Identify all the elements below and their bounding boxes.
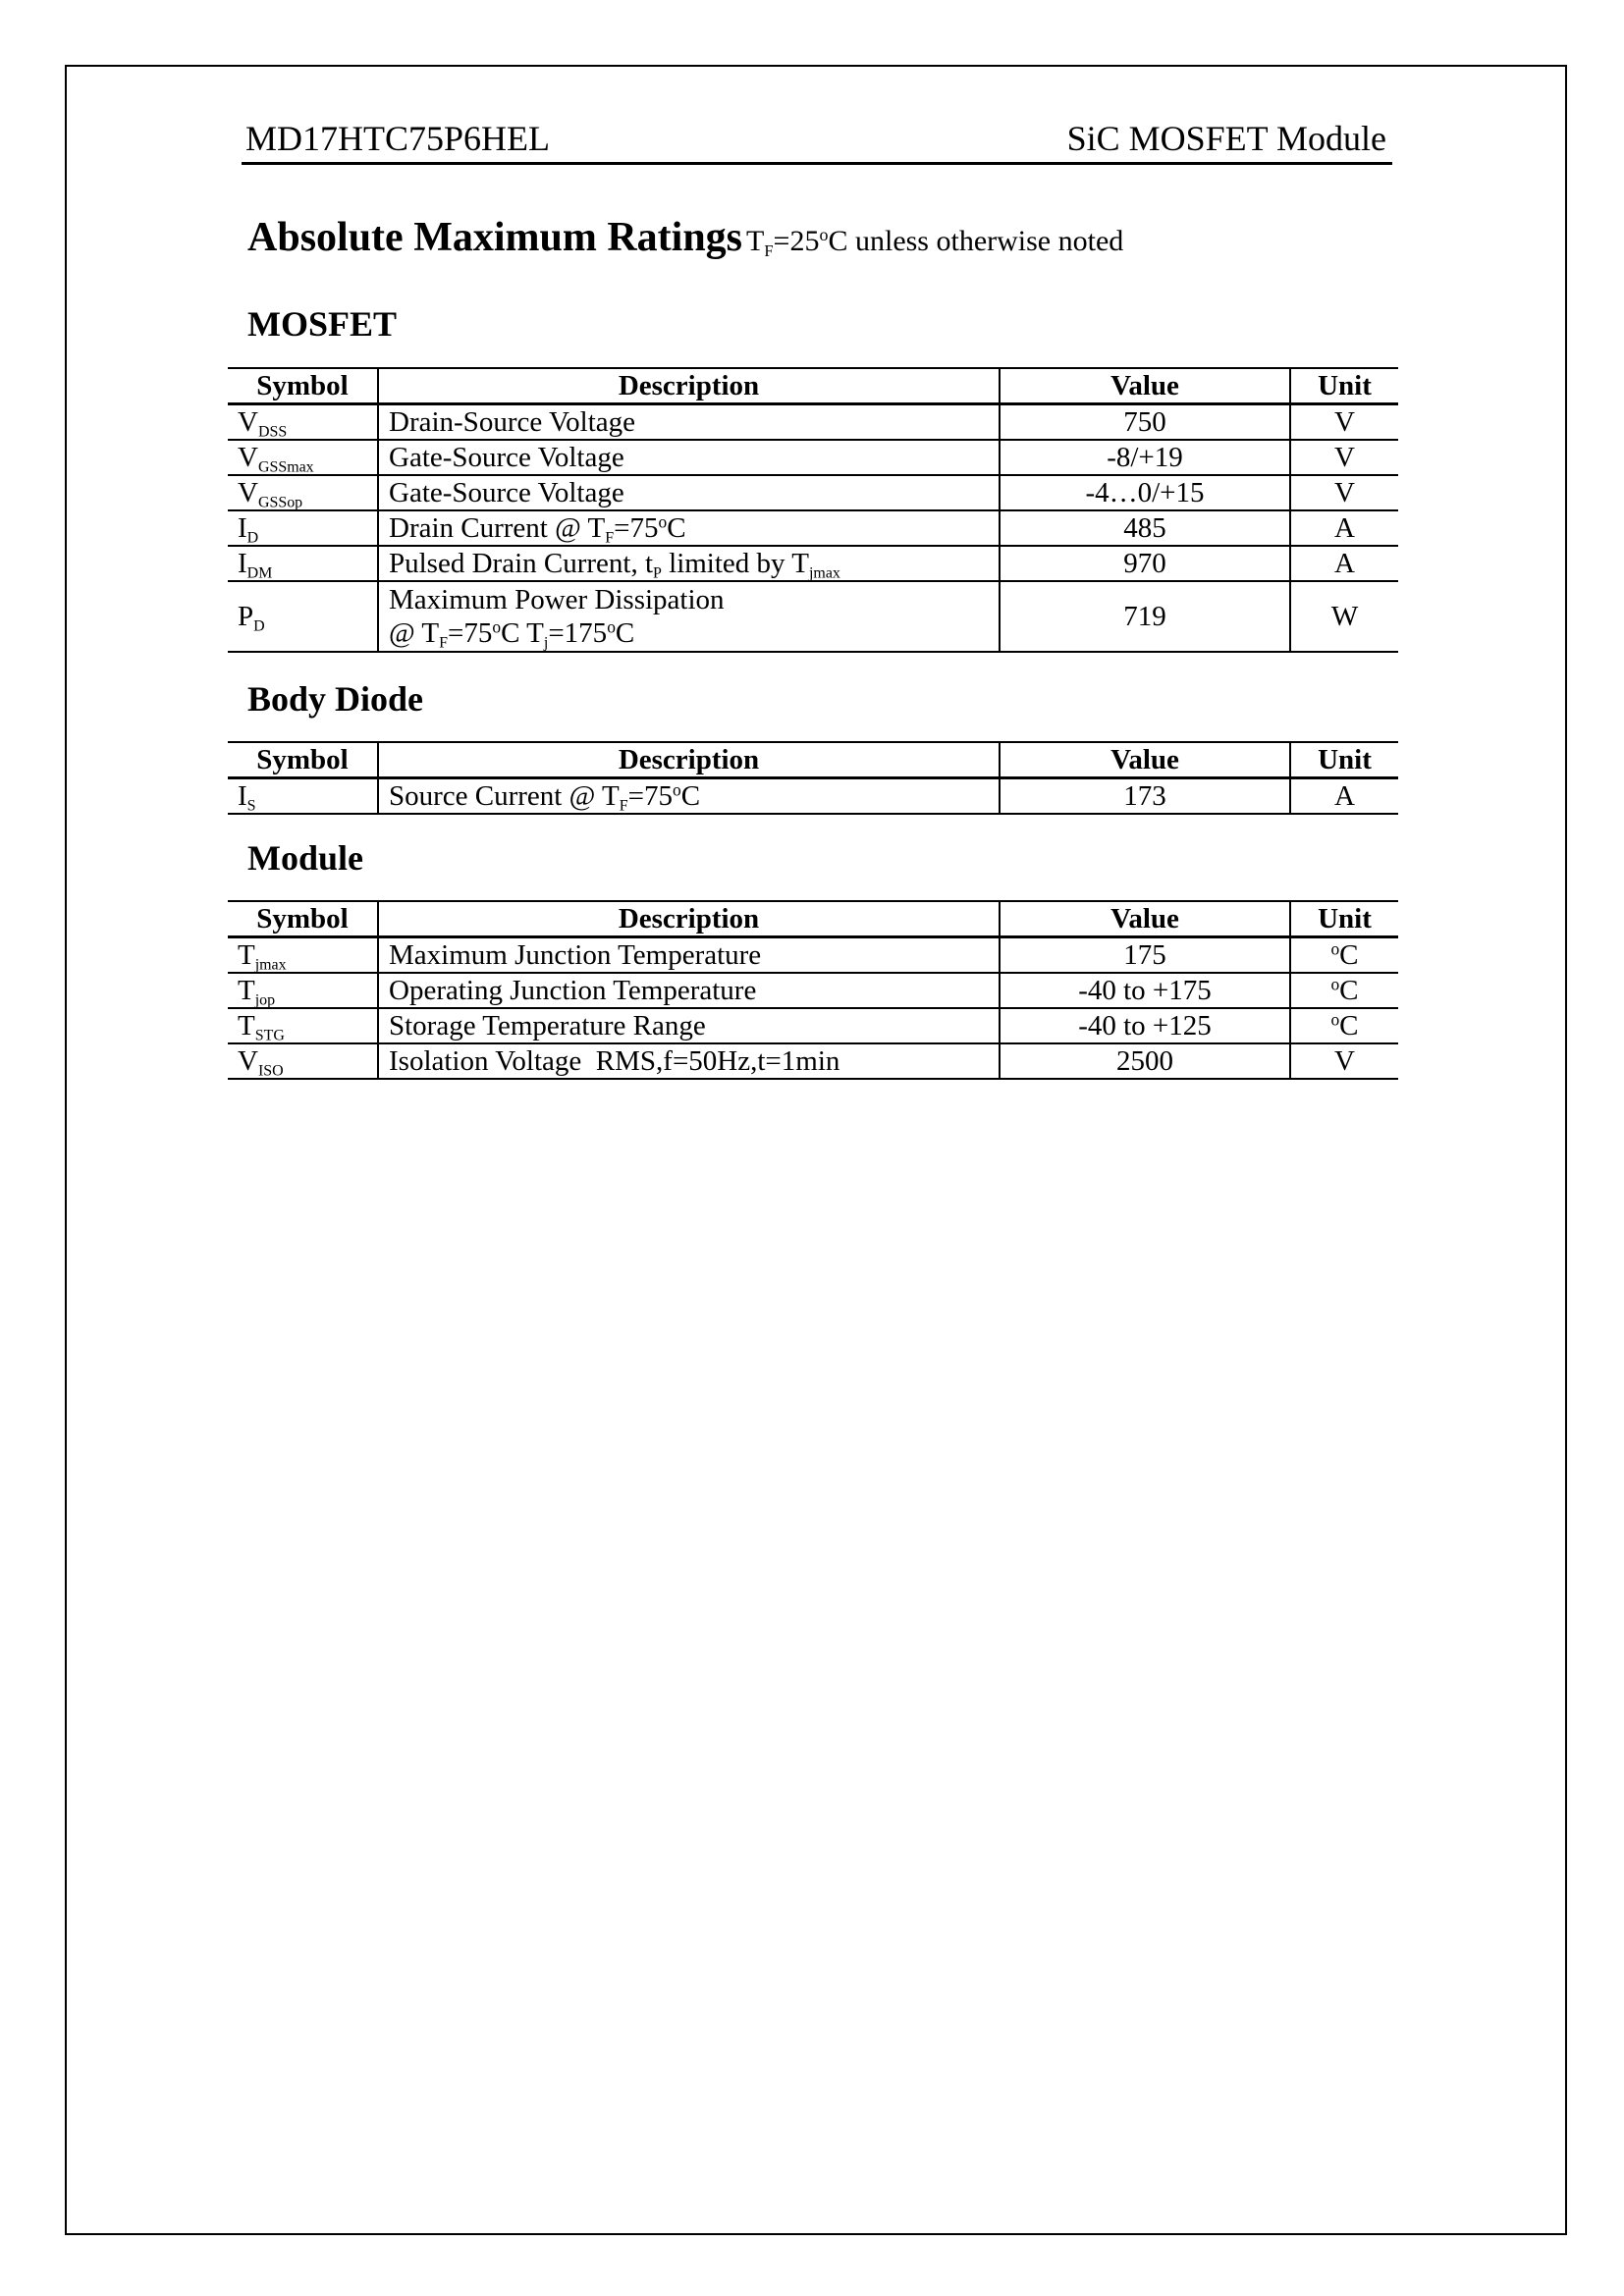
description-cell: Pulsed Drain Current, $t_P$ limited by $T_{jmax}$ — [378, 546, 1000, 581]
col-symbol: Symbol — [228, 901, 378, 937]
symbol-cell: $V_{GSSmax}$ — [228, 440, 378, 475]
page-title — [247, 214, 1123, 261]
value-cell: 173 — [1000, 778, 1290, 815]
symbol-cell: $V_{ISO}$ — [228, 1043, 378, 1079]
unit-cell: V — [1290, 440, 1398, 475]
col-unit: Unit — [1290, 368, 1398, 404]
col-unit: Unit — [1290, 901, 1398, 937]
symbol-cell: $V_{DSS}$ — [228, 404, 378, 441]
table-row — [228, 475, 1398, 510]
col-description: Description — [378, 742, 1000, 778]
table-row — [228, 1043, 1398, 1079]
table-row — [228, 778, 1398, 815]
unit-cell: A — [1290, 778, 1398, 815]
description-cell: Maximum Power Dissipation @ $T_F=75^oC$ $T_j=175^oC$ — [378, 581, 1000, 652]
title-main: Absolute Maximum Ratings — [247, 215, 743, 260]
section-title-module: Module — [247, 838, 364, 878]
table-row — [228, 510, 1398, 546]
table-row — [228, 546, 1398, 581]
title-condition: $T_F=25^oC$ unless otherwise noted — [746, 225, 1124, 260]
value-cell: 485 — [1000, 510, 1290, 546]
value-cell: 970 — [1000, 546, 1290, 581]
col-symbol: Symbol — [228, 368, 378, 404]
unit-cell: W — [1290, 581, 1398, 652]
col-description: Description — [378, 901, 1000, 937]
section-title-body-diode: Body Diode — [247, 679, 424, 719]
value-cell: 2500 — [1000, 1043, 1290, 1079]
table-row — [228, 973, 1398, 1008]
value-cell: 175 — [1000, 937, 1290, 974]
description-cell: Maximum Junction Temperature — [378, 937, 1000, 974]
description-cell: Gate-Source Voltage — [378, 440, 1000, 475]
value-cell: 719 — [1000, 581, 1290, 652]
description-cell: Storage Temperature Range — [378, 1008, 1000, 1043]
unit-cell: $^o$C — [1290, 937, 1398, 974]
symbol-cell: $T_{STG}$ — [228, 1008, 378, 1043]
page-header — [242, 114, 1392, 165]
symbol-cell: $P_D$ — [228, 581, 378, 652]
table-row — [228, 581, 1398, 652]
value-cell: -8/+19 — [1000, 440, 1290, 475]
description-cell: Isolation Voltage RMS,f=50Hz,t=1min — [378, 1043, 1000, 1079]
section-title-mosfet: MOSFET — [247, 304, 398, 344]
mosfet-table — [228, 367, 1398, 653]
description-cell: Source Current @ $T_F=75^oC$ — [378, 778, 1000, 815]
description-cell: Gate-Source Voltage — [378, 475, 1000, 510]
description-cell: Drain Current @ $T_F=75^oC$ — [378, 510, 1000, 546]
symbol-cell: $T_{jmax}$ — [228, 937, 378, 974]
symbol-cell: $I_D$ — [228, 510, 378, 546]
description-cell: Drain-Source Voltage — [378, 404, 1000, 441]
description-cell: Operating Junction Temperature — [378, 973, 1000, 1008]
unit-cell: V — [1290, 1043, 1398, 1079]
col-value: Value — [1000, 742, 1290, 778]
table-header-row — [228, 368, 1398, 404]
table-header-row — [228, 742, 1398, 778]
table-row — [228, 404, 1398, 441]
symbol-cell: $I_S$ — [228, 778, 378, 815]
unit-cell: V — [1290, 404, 1398, 441]
table-row — [228, 937, 1398, 974]
unit-cell: A — [1290, 546, 1398, 581]
col-description: Description — [378, 368, 1000, 404]
unit-cell: V — [1290, 475, 1398, 510]
symbol-cell: $V_{GSSop}$ — [228, 475, 378, 510]
col-value: Value — [1000, 901, 1290, 937]
body-diode-table — [228, 741, 1398, 815]
col-symbol: Symbol — [228, 742, 378, 778]
value-cell: -40 to +175 — [1000, 973, 1290, 1008]
part-number: MD17HTC75P6HEL — [245, 119, 551, 158]
table-header-row — [228, 901, 1398, 937]
col-unit: Unit — [1290, 742, 1398, 778]
value-cell: -40 to +125 — [1000, 1008, 1290, 1043]
symbol-cell: $T_{jop}$ — [228, 973, 378, 1008]
symbol-cell: $I_{DM}$ — [228, 546, 378, 581]
product-type: SiC MOSFET Module — [1066, 119, 1386, 158]
table-row — [228, 440, 1398, 475]
value-cell: 750 — [1000, 404, 1290, 441]
table-row — [228, 1008, 1398, 1043]
unit-cell: $^o$C — [1290, 973, 1398, 1008]
col-value: Value — [1000, 368, 1290, 404]
unit-cell: A — [1290, 510, 1398, 546]
unit-cell: $^o$C — [1290, 1008, 1398, 1043]
module-table — [228, 900, 1398, 1080]
value-cell: -4…0/+15 — [1000, 475, 1290, 510]
